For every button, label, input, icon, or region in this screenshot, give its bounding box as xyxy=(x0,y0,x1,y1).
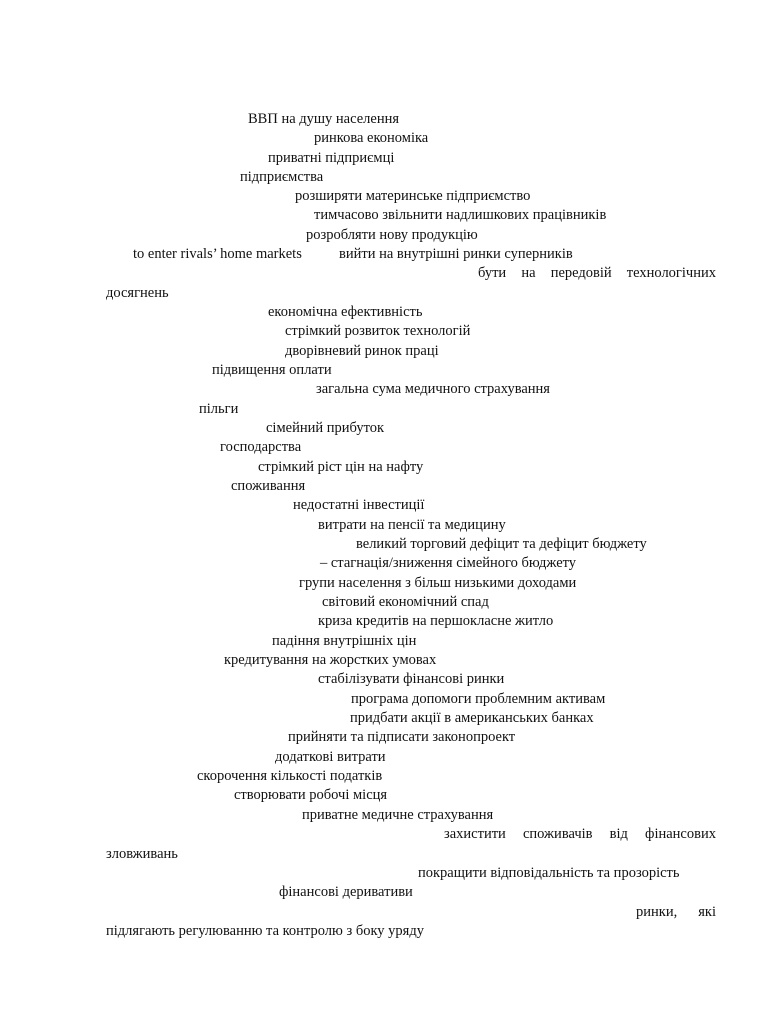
text-line: покращити відповідальність та прозорість xyxy=(418,865,680,881)
word: ринки, xyxy=(636,904,678,920)
text-line: підлягають регулюванню та контролю з боку уряду xyxy=(106,923,424,939)
text-line-english: to enter rivals’ home markets xyxy=(133,246,302,262)
text-line: стрімкий ріст цін на нафту xyxy=(258,459,424,475)
text-line: зловживань xyxy=(106,846,178,862)
text-line: стрімкий розвиток технологій xyxy=(285,323,471,339)
justified-line xyxy=(478,264,716,283)
text-line: недостатні інвестиції xyxy=(293,497,425,513)
text-line: – стагнація/зниження сімейного бюджету xyxy=(320,555,577,571)
text-line: падіння внутрішніх цін xyxy=(272,633,417,649)
word: бути xyxy=(478,265,507,281)
text-line: кредитування на жорстких умовах xyxy=(224,652,437,668)
text-line: прийняти та підписати законопроект xyxy=(288,729,516,745)
text-line: пільги xyxy=(199,401,239,417)
text-line: криза кредитів на першокласне житло xyxy=(318,613,554,629)
text-line: дворівневий ринок праці xyxy=(285,343,439,359)
text-line: ринкова економіка xyxy=(314,130,429,146)
text-line: фінансові деривативи xyxy=(279,884,413,900)
text-line: приватне медичне страхування xyxy=(302,807,494,823)
text-line: ВВП на душу населення xyxy=(248,111,400,127)
text-line: приватні підприємці xyxy=(268,150,395,166)
text-line: господарства xyxy=(220,439,302,455)
word: передовій xyxy=(550,265,612,281)
text-line: придбати акції в американських банках xyxy=(350,710,594,726)
text-line: розширяти материнське підприємство xyxy=(295,188,531,204)
text-line: групи населення з більш низькими доходами xyxy=(299,575,577,591)
text-line: загальна сума медичного страхування xyxy=(316,381,550,397)
text-line: програма допомоги проблемним активам xyxy=(351,691,606,707)
word: які xyxy=(698,904,716,920)
word: захистити xyxy=(444,826,506,842)
text-line: стабілізувати фінансові ринки xyxy=(318,671,505,687)
text-line: вийти на внутрішні ринки суперників xyxy=(339,246,573,262)
text-line: економічна ефективність xyxy=(268,304,423,320)
text-line: сімейний прибуток xyxy=(266,420,385,436)
justified-line xyxy=(444,825,716,844)
word: фінансових xyxy=(645,826,716,842)
text-line: додаткові витрати xyxy=(275,749,386,765)
text-line: споживання xyxy=(231,478,306,494)
text-line: досягнень xyxy=(106,285,169,301)
text-line: скорочення кількості податків xyxy=(197,768,383,784)
word: від xyxy=(609,826,628,842)
text-line: створювати робочі місця xyxy=(234,787,388,803)
text-line: тимчасово звільнити надлишкових працівників xyxy=(314,207,607,223)
text-line: світовий економічний спад xyxy=(322,594,489,610)
text-line: підприємства xyxy=(240,169,324,185)
justified-line xyxy=(636,903,716,922)
text-line: витрати на пенсії та медицину xyxy=(318,517,506,533)
text-line: розробляти нову продукцію xyxy=(306,227,478,243)
word: споживачів xyxy=(522,826,593,842)
text-line: підвищення оплати xyxy=(212,362,332,378)
word: технологічних xyxy=(626,265,716,281)
text-line: великий торговий дефіцит та дефіцит бюджету xyxy=(356,536,647,552)
word: на xyxy=(521,265,536,281)
